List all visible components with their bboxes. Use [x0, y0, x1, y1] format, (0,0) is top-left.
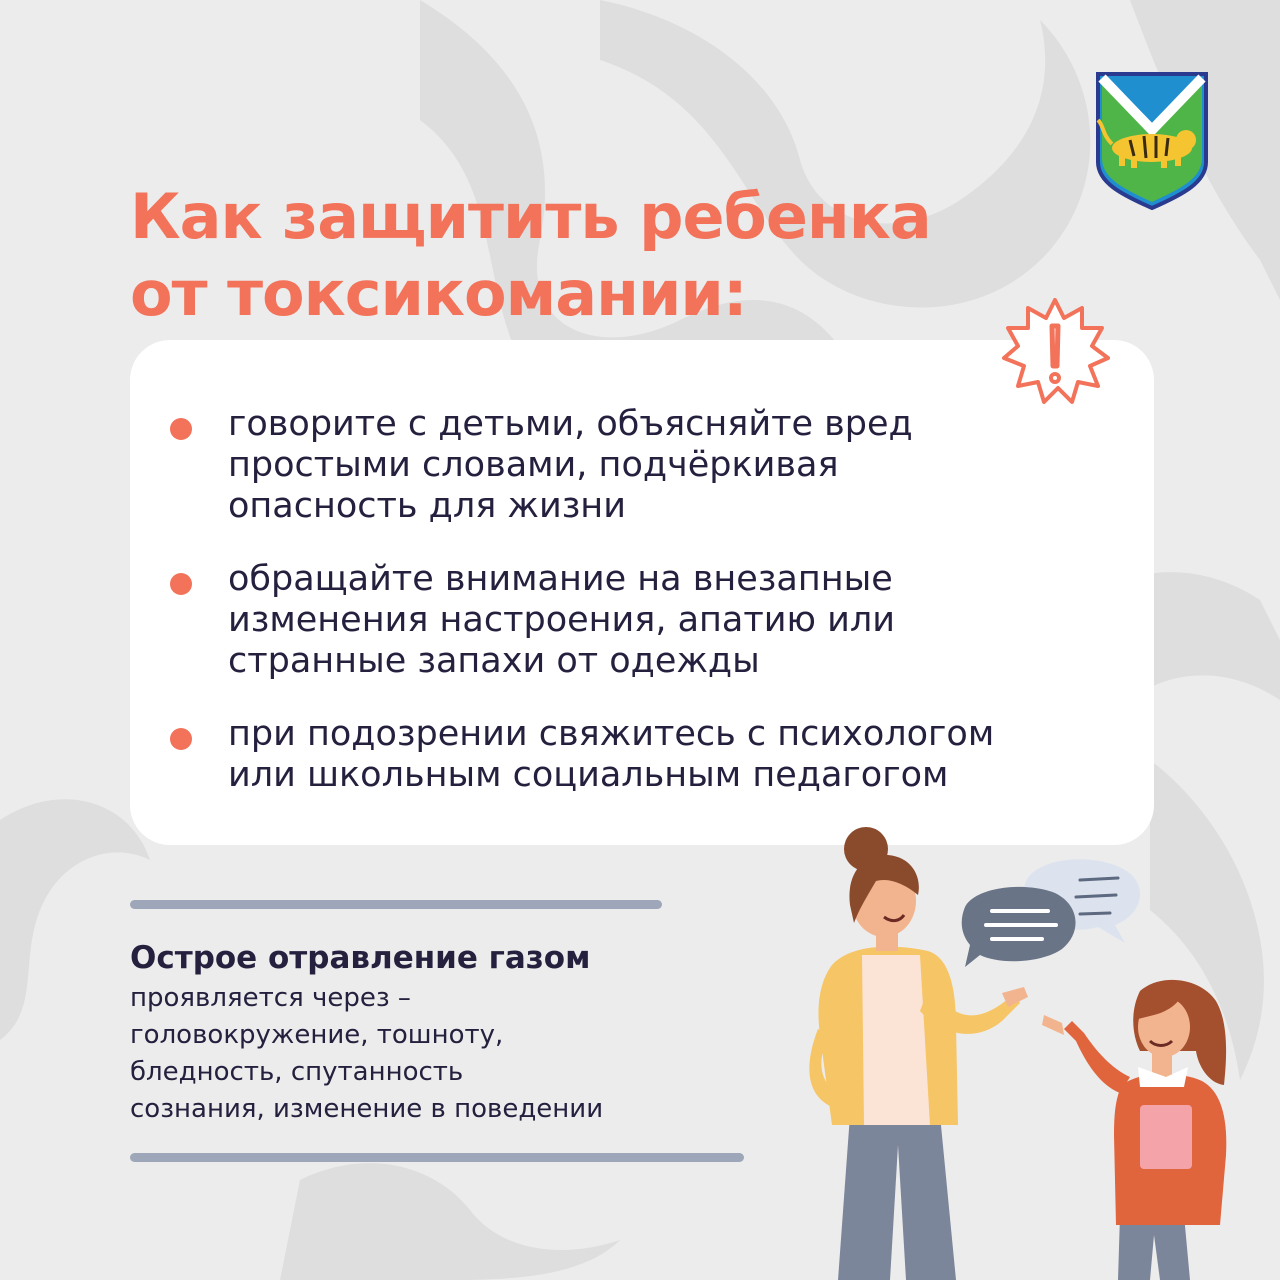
- tip-line: опасность для жизни: [228, 486, 626, 526]
- tip-line: говорите с детьми, объясняйте вред: [228, 404, 913, 444]
- tip-line: простыми словами, подчёркивая: [228, 445, 839, 485]
- list-item: [170, 714, 1130, 796]
- fact-line: сознания, изменение в поведении: [130, 1094, 604, 1124]
- page-title-line-1: Как защитить ребенка: [130, 180, 931, 253]
- speech-bubble-icon: [962, 859, 1140, 967]
- fact-line: бледность, спутанность: [130, 1057, 464, 1087]
- list-item: [170, 559, 1130, 682]
- page-title-line-2: от токсикомании:: [130, 257, 747, 330]
- fact-line: проявляется через –: [130, 983, 411, 1013]
- divider-bottom: [130, 1153, 744, 1162]
- bullet-dot: [170, 728, 192, 750]
- tip-line: странные запахи от одежды: [228, 641, 760, 681]
- divider-top: [130, 900, 662, 909]
- fact-line: головокружение, тошноту,: [130, 1020, 504, 1050]
- exclamation-burst-icon: [1000, 296, 1110, 406]
- tip-line: обращайте внимание на внезапные: [228, 559, 893, 599]
- fact-heading: Острое отравление газом: [130, 940, 591, 976]
- woman-and-child-illustration: [780, 815, 1280, 1280]
- tip-line: или школьным социальным педагогом: [228, 755, 949, 795]
- fact-body: [130, 980, 603, 1128]
- coat-of-arms-emblem: [1094, 70, 1210, 210]
- tips-list: [170, 404, 1130, 828]
- list-item: [170, 404, 1130, 527]
- tip-line: при подозрении свяжитесь с психологом: [228, 714, 995, 754]
- tip-line: изменения настроения, апатию или: [228, 600, 895, 640]
- girl-figure: [1042, 980, 1226, 1280]
- page-title: [130, 178, 1030, 332]
- bullet-dot: [170, 573, 192, 595]
- bullet-dot: [170, 418, 192, 440]
